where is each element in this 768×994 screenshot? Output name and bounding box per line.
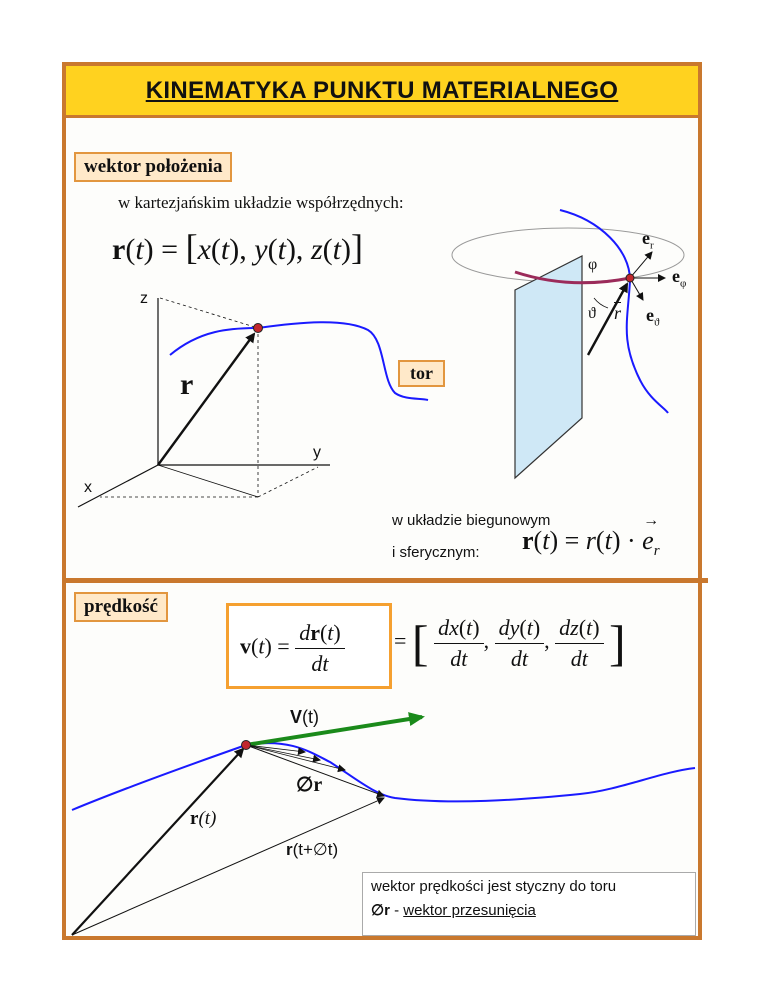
note-line-1: wektor prędkości jest styczny do toru <box>371 878 617 895</box>
delta-r-label: ∅r <box>296 774 323 796</box>
vector-r-label: r <box>180 368 194 401</box>
velocity-components: = [ $\frac{dx(t)}{dt}$ , $\frac{dy(t)}{dt}$ , $\frac{dz(t)}{dt}$ ] <box>394 614 626 671</box>
z-projection-dash <box>160 298 258 328</box>
y-projection-dash <box>258 467 318 497</box>
velocity-vector-arrow <box>246 717 422 745</box>
displacement-vector-link: wektor przesunięcia <box>403 902 536 919</box>
velocity-definition: v(t) = $\frac{dr(t)}{dt}$ <box>240 620 345 677</box>
cartesian-subtitle: w kartezjańskim układzie współrzędnych: <box>118 193 404 212</box>
etheta-label: $e_ϑ$ <box>646 305 660 329</box>
cartesian-formula: r(t) = [x(t), y(t), z(t)] <box>112 227 363 267</box>
material-point <box>254 324 263 333</box>
polar-text-line2: i sferycznym: <box>392 544 480 561</box>
page-title: KINEMATYKA PUNKTU MATERIALNEGO <box>145 76 619 104</box>
velocity-point <box>242 741 251 750</box>
velocity-trajectory-curve <box>72 743 695 810</box>
velocity-note-box <box>362 872 696 936</box>
note-line-2: ∅r - wektor przesunięcia <box>371 902 536 919</box>
position-vector-tag: wektor położenia <box>74 152 232 182</box>
r-t-dt-vector-arrow <box>72 798 384 935</box>
theta-arc <box>594 298 608 308</box>
phi-angle-label: φ <box>588 256 598 273</box>
spherical-formula: r(t) = r(t) · e → $_r$ <box>522 512 660 560</box>
secant-arrow-3 <box>246 745 345 770</box>
theta-angle-label: ϑ <box>588 305 596 322</box>
r-t-label: r(t) <box>190 808 217 829</box>
x-axis-label: x <box>84 479 92 496</box>
ephi-label: $e_\varphi$ <box>672 266 687 290</box>
trajectory-tag: tor <box>398 360 445 387</box>
xy-projection-line <box>158 465 258 497</box>
sphere-point <box>626 274 634 282</box>
velocity-tag: prędkość <box>74 592 168 622</box>
polar-text-line1: w układzie biegunowym <box>392 512 551 529</box>
z-axis-label: z <box>140 290 148 307</box>
velocity-V-label: V(t) <box>290 707 320 727</box>
trajectory-curve <box>170 322 428 400</box>
y-axis-label: y <box>313 444 321 461</box>
r-t-dt-label: r(t+∅t) <box>286 840 339 859</box>
sphere-r-label: $\overline{r}$ <box>614 303 622 323</box>
meridian-plane <box>515 256 582 478</box>
er-label: $e_r$ <box>642 228 654 252</box>
